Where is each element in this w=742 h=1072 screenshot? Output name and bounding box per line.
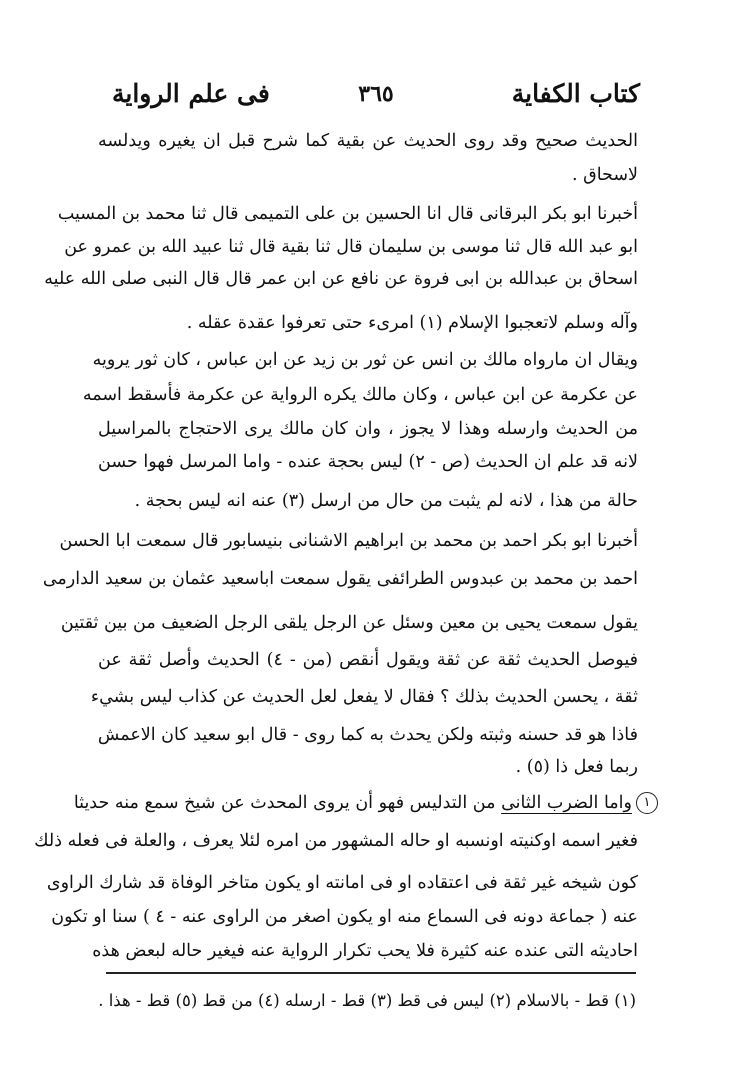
book-title: كتاب الكفاية (511, 79, 640, 108)
page-header (112, 74, 640, 118)
section-marker: ١ (636, 792, 658, 814)
text-line: الحديث صحيح وقد روى الحديث عن بقية كما شرح قبل ان يغيره ويدلسه (98, 131, 638, 151)
text-line: فاذا هو قد حسنه وثبته ولكن يحدث به كما روى - قال ابو سعيد كان الاعمش (97, 725, 638, 745)
text-line: احمد بن محمد بن عبدوس الطرائفى يقول سمعت اباسعيد عثمان بن سعيد الدارمى (42, 569, 638, 589)
text-line: عنه ( جماعة دونه فى السماع منه او يكون اصغر من الراوى عنه - ٤ ) سنا او تكون (51, 907, 638, 927)
text-line: فيوصل الحديث ثقة عن ثقة ويقول أنقص (من - ٤) الحديث وأصل ثقة عن (98, 650, 638, 670)
text-line: احاديثه التى عنده عنه كثيرة فلا يحب تكرار الرواية عنه فيغير حاله لبعض هذه (92, 941, 638, 961)
text-line: ثقة ، يحسن الحديث بذلك ؟ فقال لا يفعل لعل الحديث عن كذاب ليس بشيء (90, 687, 638, 707)
text-line: لانه قد علم ان الحديث (ص - ٢) ليس بحجة عنده - واما المرسل فهوا حسن (98, 452, 639, 472)
text-line: ويقال ان مارواه مالك بن انس عن ثور بن زيد عن ابن عباس ، كان ثور يرويه (92, 350, 638, 370)
text-line: أخبرنا ابو بكر البرقانى قال انا الحسين بن على التميمى قال ثنا محمد بن المسيب (57, 204, 638, 224)
page-number: ٣٦٥ (358, 81, 394, 107)
footnote-divider (106, 972, 636, 974)
text-line: من الحديث وارسله وهذا لا يجوز ، وان كان مالك يرى الاحتجاج بالمراسيل (98, 419, 638, 439)
section-heading: واما الضرب الثانى (501, 793, 632, 813)
text-line: حالة من هذا ، لانه لم يثبت من حال من ارسل (٣) عنه انه ليس بحجة . (134, 491, 638, 511)
book-subtitle: فى علم الرواية (112, 79, 270, 108)
text-line: أخبرنا ابو بكر احمد بن محمد بن ابراهيم الاشنانى بنيسابور قال سمعت ابا الحسن (59, 531, 638, 551)
text-line: فغير اسمه اوكنيته اونسبه او حاله المشهور من امره لئلا يعرف ، والعلة فى فعله ذلك (34, 831, 638, 851)
text-line: يقول سمعت يحيى بن معين وسئل عن الرجل يلقى الرجل الضعيف من بين ثقتين (60, 613, 638, 633)
text-line: كون شيخه غير ثقة فى اعتقاده او فى امانته او يكون متاخر الوفاة قد شارك الراوى (46, 873, 638, 893)
footnotes: (١) قط - بالاسلام (٢) ليس فى قط (٣) قط - ارسله (٤) من قط (٥) قط - هذا . (98, 991, 636, 1010)
section-first-line-text: من التدليس فهو أن يروى المحدث عن شيخ سمع منه حديثا (73, 793, 496, 813)
text-line: لاسحاق . (572, 165, 638, 185)
text-line: وآله وسلم لاتعجبوا الإسلام (١) امرىء حتى تعرفوا عقدة عقله . (186, 313, 638, 333)
text-line: عن عكرمة عن ابن عباس ، وكان مالك يكره الرواية عن عكرمة فأسقط اسمه (82, 385, 638, 405)
text-line: اسحاق بن عبدالله بن ابى فروة عن نافع عن ابن عمر قال قال النبى صلى الله عليه (44, 269, 638, 289)
text-line: ربما فعل ذا (٥) . (515, 757, 638, 777)
section-first-line (73, 788, 632, 818)
text-line: ابو عبد الله قال ثنا موسى بن سليمان قال ثنا بقية قال ثنا عبيد الله بن عمرو عن (64, 237, 638, 257)
